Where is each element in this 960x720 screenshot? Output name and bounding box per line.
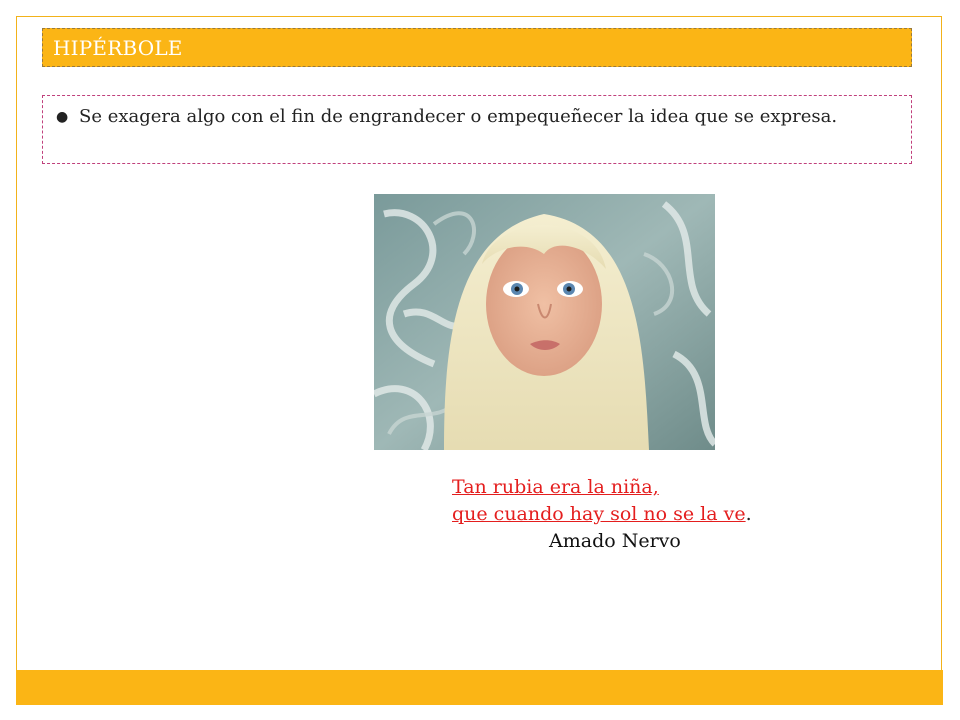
girl-photo <box>374 194 715 450</box>
quote-block <box>452 474 752 555</box>
bullet-icon: ● <box>56 109 69 125</box>
bullet-text: Se exagera algo con el fin de engrandecer o empequeñecer la idea que se expresa. <box>79 106 838 127</box>
quote-author: Amado Nervo <box>549 530 681 552</box>
slide-title: HIPÉRBOLE <box>53 36 183 60</box>
quote-line-1: Tan rubia era la niña, <box>452 476 659 498</box>
footer-bar <box>16 670 943 705</box>
quote-line-2-period: . <box>745 503 752 525</box>
quote-line-2-wrapper <box>452 501 752 528</box>
title-banner <box>42 28 912 67</box>
bullet-box <box>42 95 912 164</box>
quote-line-2: que cuando hay sol no se la ve <box>452 503 746 525</box>
